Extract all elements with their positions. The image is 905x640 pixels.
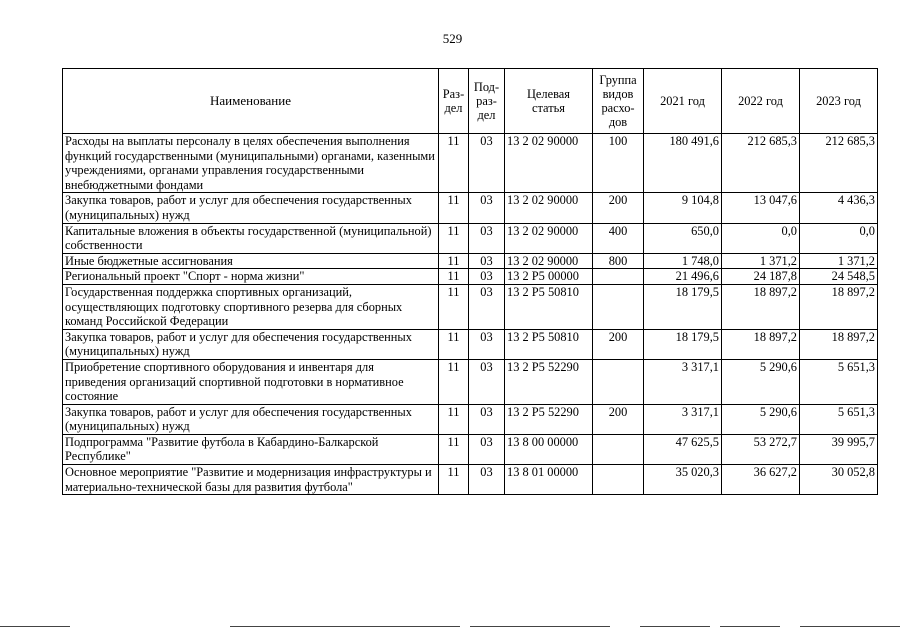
header-name: Наименование: [63, 69, 439, 134]
row-2023: 18 897,2: [800, 329, 878, 359]
row-target: 13 2 P5 52290: [505, 404, 593, 434]
row-2022: 53 272,7: [722, 434, 800, 464]
row-subsection: 03: [469, 134, 505, 193]
row-section: 11: [439, 134, 469, 193]
row-2023: 18 897,2: [800, 284, 878, 329]
row-subsection: 03: [469, 434, 505, 464]
row-2023: 5 651,3: [800, 359, 878, 404]
row-target: 13 8 01 00000: [505, 465, 593, 495]
row-2022: 13 047,6: [722, 193, 800, 223]
row-target: 13 2 02 90000: [505, 193, 593, 223]
row-section: 11: [439, 434, 469, 464]
row-group: [593, 434, 644, 464]
table-row: [63, 465, 878, 495]
row-group: [593, 269, 644, 285]
row-name: Государственная поддержка спортивных организаций, осуществляющих подготовку спортивного резерва для сборных команд Российской Федерации: [63, 284, 439, 329]
header-2023: 2023 год: [800, 69, 878, 134]
row-2021: 18 179,5: [644, 284, 722, 329]
row-2022: 18 897,2: [722, 284, 800, 329]
row-2023: 4 436,3: [800, 193, 878, 223]
row-2023: 24 548,5: [800, 269, 878, 285]
row-target: 13 2 P5 00000: [505, 269, 593, 285]
table-row: [63, 193, 878, 223]
row-2022: 1 371,2: [722, 253, 800, 269]
row-name: Региональный проект "Спорт - норма жизни": [63, 269, 439, 285]
row-2022: 5 290,6: [722, 359, 800, 404]
table-row: [63, 329, 878, 359]
row-subsection: 03: [469, 269, 505, 285]
table-row: [63, 253, 878, 269]
row-section: 11: [439, 269, 469, 285]
row-name: Закупка товаров, работ и услуг для обеспечения государственных (муниципальных) нужд: [63, 193, 439, 223]
row-target: 13 8 00 00000: [505, 434, 593, 464]
row-group: 200: [593, 193, 644, 223]
table-row: [63, 223, 878, 253]
row-2021: 3 317,1: [644, 359, 722, 404]
row-subsection: 03: [469, 465, 505, 495]
header-group: Группа видов расхо- дов: [593, 69, 644, 134]
row-target: 13 2 02 90000: [505, 253, 593, 269]
row-group: [593, 359, 644, 404]
row-2023: 5 651,3: [800, 404, 878, 434]
row-group: 100: [593, 134, 644, 193]
row-2022: 24 187,8: [722, 269, 800, 285]
row-2021: 35 020,3: [644, 465, 722, 495]
table-row: [63, 134, 878, 193]
row-target: 13 2 02 90000: [505, 134, 593, 193]
table-row: [63, 284, 878, 329]
header-2021: 2021 год: [644, 69, 722, 134]
row-group: 800: [593, 253, 644, 269]
header-subsection: Под- раз- дел: [469, 69, 505, 134]
row-2021: 9 104,8: [644, 193, 722, 223]
table-header-row: [63, 69, 878, 134]
row-subsection: 03: [469, 253, 505, 269]
row-2021: 1 748,0: [644, 253, 722, 269]
row-name: Приобретение спортивного оборудования и инвентаря для приведения организаций спортивной подготовки в нормативное состояние: [63, 359, 439, 404]
row-name: Закупка товаров, работ и услуг для обеспечения государственных (муниципальных) нужд: [63, 404, 439, 434]
row-section: 11: [439, 359, 469, 404]
row-section: 11: [439, 284, 469, 329]
page-number: 529: [442, 31, 463, 46]
row-2022: 18 897,2: [722, 329, 800, 359]
row-2022: 5 290,6: [722, 404, 800, 434]
row-subsection: 03: [469, 284, 505, 329]
row-2023: 30 052,8: [800, 465, 878, 495]
header-section: Раз- дел: [439, 69, 469, 134]
row-section: 11: [439, 404, 469, 434]
row-2022: 212 685,3: [722, 134, 800, 193]
row-2023: 212 685,3: [800, 134, 878, 193]
row-name: Иные бюджетные ассигнования: [63, 253, 439, 269]
table-row: [63, 434, 878, 464]
row-2022: 0,0: [722, 223, 800, 253]
row-section: 11: [439, 223, 469, 253]
row-section: 11: [439, 193, 469, 223]
row-subsection: 03: [469, 193, 505, 223]
row-target: 13 2 P5 50810: [505, 284, 593, 329]
row-2023: 1 371,2: [800, 253, 878, 269]
row-2023: 39 995,7: [800, 434, 878, 464]
row-2021: 18 179,5: [644, 329, 722, 359]
row-subsection: 03: [469, 329, 505, 359]
row-2021: 21 496,6: [644, 269, 722, 285]
header-target: Целевая статья: [505, 69, 593, 134]
row-group: 200: [593, 329, 644, 359]
row-name: Подпрограмма "Развитие футбола в Кабардино-Балкарской Республике": [63, 434, 439, 464]
row-group: [593, 465, 644, 495]
row-group: 400: [593, 223, 644, 253]
row-target: 13 2 P5 52290: [505, 359, 593, 404]
header-2022: 2022 год: [722, 69, 800, 134]
row-target: 13 2 P5 50810: [505, 329, 593, 359]
row-name: Закупка товаров, работ и услуг для обеспечения государственных (муниципальных) нужд: [63, 329, 439, 359]
table-row: [63, 404, 878, 434]
row-section: 11: [439, 253, 469, 269]
table-row: [63, 269, 878, 285]
row-subsection: 03: [469, 359, 505, 404]
row-section: 11: [439, 329, 469, 359]
budget-table: [62, 68, 878, 495]
row-2022: 36 627,2: [722, 465, 800, 495]
row-2023: 0,0: [800, 223, 878, 253]
row-2021: 3 317,1: [644, 404, 722, 434]
row-group: [593, 284, 644, 329]
row-name: Основное мероприятие "Развитие и модернизация инфраструктуры и материально-технической базы для развития футбола": [63, 465, 439, 495]
row-subsection: 03: [469, 223, 505, 253]
row-target: 13 2 02 90000: [505, 223, 593, 253]
row-2021: 650,0: [644, 223, 722, 253]
row-name: Расходы на выплаты персоналу в целях обеспечения выполнения функций государственными (муниципальными) органами, казенными учреждениями, органами управления государственными внебюджетными фондами: [63, 134, 439, 193]
table-row: [63, 359, 878, 404]
row-2021: 180 491,6: [644, 134, 722, 193]
row-section: 11: [439, 465, 469, 495]
row-2021: 47 625,5: [644, 434, 722, 464]
footer-rule: [0, 626, 905, 640]
row-subsection: 03: [469, 404, 505, 434]
row-group: 200: [593, 404, 644, 434]
row-name: Капитальные вложения в объекты государственной (муниципальной) собственности: [63, 223, 439, 253]
